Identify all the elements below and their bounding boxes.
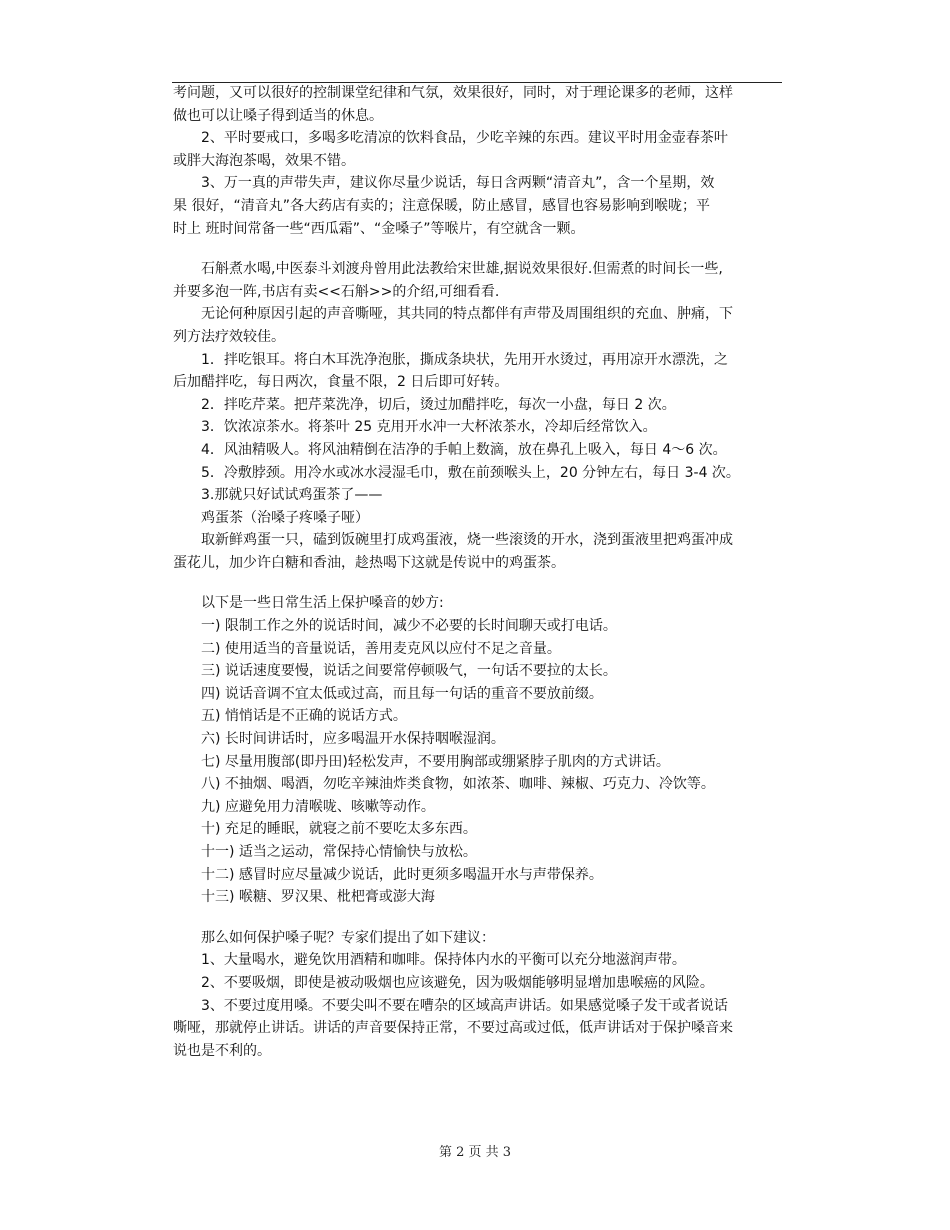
text-line: 石斛煮水喝,中医泰斗刘渡舟曾用此法教给宋世雄,据说效果很好.但需煮的时间长一些, [201,261,723,278]
paragraph [173,172,785,240]
paragraph [173,529,785,574]
text-line: 一) 限制工作之外的说话时间，减少不必要的长时间聊天或打电话。 [201,618,617,635]
text-line: 3.那就只好试试鸡蛋茶了—— [201,487,383,504]
text-line: 考问题，又可以很好的控制课堂纪律和气氛，效果很好，同时，对于理论课多的老师，这样 [173,85,733,101]
text-line: 做也可以让嗓子得到适当的休息。 [173,107,383,124]
paragraph [173,683,785,706]
text-line: 五) 悄悄话是不正确的说话方式。 [201,708,407,725]
paragraph [173,841,785,864]
text-line: 2、不要吸烟，即使是被动吸烟也应该避免，因为吸烟能够明显增加患喉癌的风险。 [201,974,714,991]
text-line: 十一) 适当之运动，常保持心情愉快与放松。 [201,844,477,860]
text-line: 九) 应避免用力清喉咙、咳嗽等动作。 [201,798,435,815]
text-line: 十二) 感冒时应尽量减少说话，此时更须多喝温开水与声带保养。 [201,866,603,883]
paragraph [173,927,785,950]
text-line: 并要多泡一阵,书店有卖<<石斛>>的介绍,可细看看. [173,283,500,300]
text-line: 2、平时要戒口，多喝多吃清凉的饮料食品，少吃辛辣的东西。建议平时用金壶春茶叶 [201,130,728,147]
paragraph [173,615,785,638]
text-line: 无论何种原因引起的声音嘶哑，其共同的特点都伴有声带及周围组织的充血、肿痛，下 [201,306,733,323]
text-line: 四) 说话音调不宜太低或过高，而且每一句话的重音不要放前缀。 [201,685,603,702]
paragraph [173,660,785,683]
paragraph [173,886,785,909]
paragraph [173,995,785,1063]
paragraph [173,349,785,394]
paragraph [173,592,785,615]
text-line: 以下是一些日常生活上保护嗓音的妙方: [201,595,444,612]
text-line: 3、万一真的声带失声，建议你尽量少说话，每日含两颗“清音丸”，含一个星期，效 [201,175,715,192]
text-line: 鸡蛋茶（治嗓子疼嗓子哑） [201,509,369,526]
paragraph [173,728,785,751]
text-line: 2．拌吃芹菜。把芹菜洗净，切后，烫过加醋拌吃，每次一小盘，每日 2 次。 [201,396,676,413]
text-line: 果 很好，“清音丸”各大药店有卖的；注意保暖，防止感冒，感冒也容易影响到喉咙；平 [173,197,710,214]
paragraph [173,82,785,127]
text-line: 5．冷敷脖颈。用冷水或冰水浸湿毛巾，敷在前颈喉头上，20 分钟左右，每日 3-4 次。 [201,464,740,481]
text-line: 嘶哑，那就停止讲话。讲话的声音要保持正常，不要过高或过低，低声讲话对于保护嗓音来 [173,1020,733,1037]
text-line: 八) 不抽烟、喝酒，勿吃辛辣油炸类食物，如浓茶、咖啡、辣椒、巧克力、冷饮等。 [201,776,715,793]
paragraph-gap [173,574,785,592]
paragraph-gap [173,240,785,258]
paragraph [173,949,785,972]
text-line: 3．饮浓凉茶水。将茶叶 25 克用开水冲一大杯浓茶水，冷却后经常饮入。 [201,419,657,436]
text-line: 4．风油精吸人。将风油精倒在洁净的手帕上数滴，放在鼻孔上吸入，每日 4～6 次。 [201,441,727,458]
text-line: 1、大量喝水，避免饮用酒精和咖啡。保持体内水的平衡可以充分地滋润声带。 [201,952,686,969]
paragraph [173,751,785,774]
paragraph-gap [173,909,785,927]
paragraph [173,864,785,887]
paragraph [173,462,785,485]
text-line: 那么如何保护嗓子呢？专家们提出了如下建议： [201,929,495,946]
paragraph [173,439,785,462]
paragraph [173,127,785,172]
paragraph [173,258,785,303]
text-line: 时上 班时间常备一些“西瓜霜”、“金嗓子”等喉片，有空就含一颗。 [173,220,585,237]
text-line: 说也是不利的。 [173,1042,271,1059]
page-footer: 第 2 页 共 3 [438,1145,512,1160]
paragraph [173,773,785,796]
paragraph [173,484,785,507]
text-line: 3、不要过度用嗓。不要尖叫不要在嘈杂的区域高声讲话。如果感觉嗓子发干或者说话 [201,997,728,1014]
text-line: 列方法疗效较佳。 [173,328,285,345]
paragraph [173,972,785,995]
text-line: 二) 使用适当的音量说话，善用麦克风以应付不足之音量。 [201,640,561,657]
paragraph [173,507,785,530]
text-line: 1．拌吃银耳。将白木耳洗净泡胀，撕成条块状，先用开水烫过，再用凉开水漂洗，之 [201,351,728,368]
text-line: 十三) 喉糖、罗汉果、枇杷膏或澎大海 [201,889,435,906]
document-body [173,82,785,1062]
paragraph [173,394,785,417]
paragraph [173,638,785,661]
text-line: 三) 说话速度要慢，说话之间要常停顿吸气，一句话不要拉的太长。 [201,663,617,680]
text-line: 或胖大海泡茶喝，效果不错。 [173,152,355,169]
text-line: 后加醋拌吃，每日两次，食量不限，2 日后即可好转。 [173,374,509,391]
paragraph [173,416,785,439]
text-line: 七) 尽量用腹部(即丹田)轻松发声，不要用胸部或绷紧脖子肌肉的方式讲话。 [201,753,670,770]
paragraph [173,705,785,728]
paragraph [173,303,785,348]
text-line: 十) 充足的睡眠，就寝之前不要吃太多东西。 [201,821,477,838]
text-line: 六) 长时间讲话时，应多喝温开水保持咽喉湿润。 [201,731,505,748]
paragraph [173,796,785,819]
paragraph [173,818,785,841]
text-line: 取新鲜鸡蛋一只，磕到饭碗里打成鸡蛋液，烧一些滚烫的开水，浇到蛋液里把鸡蛋冲成 [201,532,733,549]
text-line: 蛋花儿，加少许白糖和香油，趁热喝下这就是传说中的鸡蛋茶。 [173,554,565,571]
